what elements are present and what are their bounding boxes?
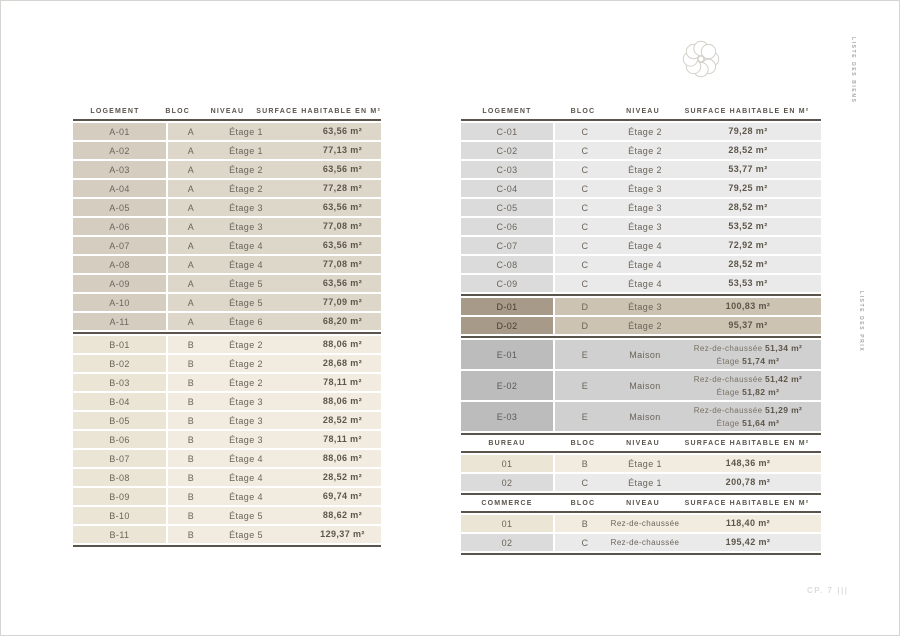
row-body [555,402,821,431]
table-row [461,275,821,292]
surface-cell: 53,52 m² [728,221,768,231]
bloc-cell: C [581,537,589,548]
niveau-cell: Étage 4 [229,259,263,270]
logement-cell: E-02 [461,371,553,400]
niveau-cell: Étage 4 [628,259,662,270]
bloc-cell: B [187,358,195,369]
table-row [73,218,381,235]
column-header: SURFACE HABITABLE EN M² [256,107,381,115]
logement-cell: B-01 [73,336,166,353]
surface-cell: Rez-de-chaussée 51,34 m² Étage 51,74 m² [693,342,803,366]
logement-cell: A-06 [73,218,166,235]
table-row [461,474,821,491]
niveau-cell: Maison [629,380,661,391]
table-row [73,275,381,292]
logement-cell: C-09 [461,275,553,292]
niveau-cell: Étage 5 [229,278,263,289]
logement-cell: C-06 [461,218,553,235]
bloc-cell: A [187,221,195,232]
table-row [461,142,821,159]
niveau-cell: Étage 2 [229,183,263,194]
logement-cell: 02 [461,474,553,491]
logement-cell: A-04 [73,180,166,197]
table-row [461,340,821,369]
bloc-cell: C [581,278,589,289]
niveau-cell: Étage 6 [229,316,263,327]
niveau-cell: Étage 4 [229,240,263,251]
row-body [168,374,381,391]
surface-cell: 28,52 m² [322,472,363,482]
surface-cell: Rez-de-chaussée 51,29 m² Étage 51,64 m² [693,404,803,428]
left-table [73,105,381,547]
logement-cell: C-02 [461,142,553,159]
table-row [461,402,821,431]
surface-cell: 63,56 m² [322,240,363,250]
surface-cell: 195,42 m² [725,537,771,547]
bloc-cell: A [187,297,195,308]
divider [461,451,821,453]
niveau-cell: Étage 4 [229,472,263,483]
divider [461,553,821,555]
bloc-cell: B [187,377,195,388]
table-row [73,488,381,505]
bloc-cell: C [581,202,589,213]
table-row [461,256,821,273]
table-row [461,317,821,334]
bloc-cell: C [581,477,589,488]
niveau-cell: Étage 2 [628,145,662,156]
row-body [555,256,821,273]
bloc-cell: B [187,491,195,502]
row-body [168,431,381,448]
table-row [461,455,821,472]
bloc-cell: E [581,380,589,391]
logement-cell: B-06 [73,431,166,448]
logement-cell: A-10 [73,294,166,311]
niveau-cell: Étage 2 [628,126,662,137]
column-header: SURFACE HABITABLE EN M² [684,499,810,507]
row-body [168,199,381,216]
logement-cell: C-03 [461,161,553,178]
logement-cell: A-08 [73,256,166,273]
row-body [168,142,381,159]
bloc-cell: B [187,510,195,521]
table-row [73,469,381,486]
row-body [555,142,821,159]
column-header: LOGEMENT [482,107,532,115]
surface-cell: 88,62 m² [322,510,363,520]
table-row [461,180,821,197]
surface-cell: 95,37 m² [728,320,768,330]
column-header: BLOC [570,499,596,507]
row-body [555,340,821,369]
surface-cell: 88,06 m² [322,453,363,463]
column-header: NIVEAU [626,107,660,115]
divider [73,332,381,334]
niveau-cell: Étage 4 [229,491,263,502]
divider [461,511,821,513]
niveau-cell: Étage 1 [628,458,662,469]
row-body [168,294,381,311]
logement-cell: 01 [461,515,553,532]
row-body [555,275,821,292]
footer-mark: CP. 7 ||| [807,586,849,595]
header-row [461,497,821,509]
bloc-cell: D [581,301,589,312]
row-body [555,371,821,400]
table-row [73,180,381,197]
logement-cell: D-02 [461,317,553,334]
niveau-cell: Étage 2 [628,320,662,331]
logement-cell: D-01 [461,298,553,315]
logement-cell: 01 [461,455,553,472]
divider [461,433,821,435]
logement-cell: A-07 [73,237,166,254]
table-row [73,393,381,410]
divider [461,336,821,338]
bloc-cell: A [187,145,195,156]
niveau-cell: Rez-de-chaussée [610,519,680,528]
row-body [168,355,381,372]
bloc-cell: B [187,453,195,464]
surface-cell: 72,92 m² [728,240,768,250]
surface-cell: 77,08 m² [322,221,363,231]
niveau-cell: Étage 5 [229,510,263,521]
bloc-cell: B [581,518,589,529]
row-body [168,469,381,486]
table-row [461,161,821,178]
logement-cell: B-04 [73,393,166,410]
row-body [168,507,381,524]
table-row [461,534,821,551]
column-header: BLOC [570,439,596,447]
niveau-cell: Rez-de-chaussée [610,538,680,547]
bloc-cell: B [187,396,195,407]
logement-cell: B-08 [73,469,166,486]
divider [461,294,821,296]
column-header: BLOC [570,107,596,115]
column-header: COMMERCE [481,499,533,507]
surface-cell: 88,06 m² [322,396,363,406]
table-row [73,237,381,254]
bloc-cell: B [187,529,195,540]
niveau-cell: Étage 4 [628,278,662,289]
logement-cell: C-04 [461,180,553,197]
surface-cell: 88,06 m² [322,339,363,349]
table-row [73,526,381,543]
logement-cell: B-10 [73,507,166,524]
surface-cell: 63,56 m² [322,202,363,212]
surface-cell: 78,11 m² [323,434,362,444]
logement-cell: B-02 [73,355,166,372]
column-header: LOGEMENT [90,107,140,115]
bloc-cell: E [581,349,589,360]
niveau-cell: Étage 2 [628,164,662,175]
niveau-cell: Étage 2 [229,358,263,369]
surface-cell: 129,37 m² [320,529,365,539]
bloc-cell: B [187,472,195,483]
row-body [168,161,381,178]
divider [73,119,381,121]
bloc-cell: A [187,202,195,213]
table-row [461,123,821,140]
row-body [555,123,821,140]
divider [73,545,381,547]
row-body [168,275,381,292]
surface-cell: 77,13 m² [322,145,363,155]
logement-cell: A-05 [73,199,166,216]
niveau-cell: Étage 3 [229,434,263,445]
surface-cell: 28,52 m² [728,145,768,155]
surface-cell: 100,83 m² [725,301,771,311]
table-section [73,105,381,547]
bloc-cell: C [581,221,589,232]
row-body [555,515,821,532]
table-row [73,431,381,448]
table-row [73,412,381,429]
niveau-cell: Maison [629,411,661,422]
niveau-cell: Étage 3 [229,202,263,213]
logement-cell: A-09 [73,275,166,292]
niveau-cell: Étage 5 [229,529,263,540]
logement-cell: A-11 [73,313,166,330]
bloc-cell: A [187,240,195,251]
row-body [555,534,821,551]
table-section [461,105,821,435]
column-header: NIVEAU [210,107,245,115]
bloc-cell: C [581,183,589,194]
surface-cell: 78,11 m² [323,377,362,387]
surface-cell: 28,52 m² [728,202,768,212]
row-body [168,450,381,467]
divider [461,493,821,495]
table-row [73,507,381,524]
column-header: SURFACE HABITABLE EN M² [684,439,810,447]
bloc-cell: B [187,434,195,445]
table-row [461,199,821,216]
row-body [168,180,381,197]
logement-cell: E-03 [461,402,553,431]
row-body [168,237,381,254]
bloc-cell: A [187,316,195,327]
surface-cell: 79,28 m² [728,126,768,136]
bloc-cell: A [187,259,195,270]
row-body [168,123,381,140]
surface-cell: 63,56 m² [322,126,363,136]
row-body [555,199,821,216]
column-header: BLOC [165,107,191,115]
row-body [555,161,821,178]
column-header: BUREAU [488,439,526,447]
niveau-cell: Maison [629,349,661,360]
row-body [555,455,821,472]
surface-cell: 63,56 m² [322,164,363,174]
niveau-cell: Étage 2 [229,164,263,175]
logement-cell: E-01 [461,340,553,369]
table-row [461,298,821,315]
row-body [168,393,381,410]
table-row [73,294,381,311]
row-body [168,218,381,235]
table-row [73,161,381,178]
table-row [73,123,381,140]
row-body [555,237,821,254]
niveau-cell: Étage 3 [229,396,263,407]
bloc-cell: A [187,278,195,289]
header-row [461,437,821,449]
logement-cell: A-02 [73,142,166,159]
floral-rosette-icon [678,36,724,82]
surface-cell: 28,52 m² [728,259,768,269]
surface-cell: 77,09 m² [322,297,363,307]
row-body [555,317,821,334]
niveau-cell: Étage 3 [628,301,662,312]
bloc-cell: E [581,411,589,422]
surface-cell: 69,74 m² [322,491,363,501]
bloc-cell: C [581,164,589,175]
logement-cell: B-07 [73,450,166,467]
column-header: NIVEAU [626,439,660,447]
logement-cell: B-05 [73,412,166,429]
header-row [461,105,821,117]
column-header: NIVEAU [626,499,660,507]
niveau-cell: Étage 3 [628,221,662,232]
niveau-cell: Étage 1 [229,126,263,137]
bloc-cell: B [581,458,589,469]
logement-cell: B-09 [73,488,166,505]
surface-cell: 77,28 m² [322,183,363,193]
logement-cell: B-03 [73,374,166,391]
niveau-cell: Étage 1 [628,477,662,488]
table-row [73,142,381,159]
row-body [168,526,381,543]
table-row [73,450,381,467]
bloc-cell: B [187,415,195,426]
logement-cell: C-07 [461,237,553,254]
table-row [73,313,381,330]
table-row [461,218,821,235]
side-label-middle: LISTE DES PRIX [858,291,864,353]
niveau-cell: Étage 1 [229,145,263,156]
logement-cell: C-08 [461,256,553,273]
bloc-cell: D [581,320,589,331]
logement-cell: 02 [461,534,553,551]
surface-cell: 28,68 m² [322,358,363,368]
table-row [461,371,821,400]
bloc-cell: C [581,145,589,156]
header-row [73,105,381,117]
table-section [461,497,821,555]
niveau-cell: Étage 2 [229,339,263,350]
row-body [555,298,821,315]
niveau-cell: Étage 3 [628,183,662,194]
bloc-cell: C [581,240,589,251]
logement-cell: C-05 [461,199,553,216]
logement-cell: A-03 [73,161,166,178]
row-body [168,336,381,353]
bloc-cell: C [581,126,589,137]
row-body [168,412,381,429]
surface-cell: 53,77 m² [728,164,768,174]
surface-cell: 53,53 m² [728,278,768,288]
surface-cell: 200,78 m² [725,477,771,487]
logement-cell: A-01 [73,123,166,140]
surface-cell: 148,36 m² [725,458,771,468]
table-row [73,374,381,391]
right-table [461,105,821,555]
row-body [555,218,821,235]
surface-cell: 63,56 m² [322,278,363,288]
surface-cell: 28,52 m² [322,415,363,425]
row-body [555,180,821,197]
table-row [73,336,381,353]
bloc-cell: A [187,164,195,175]
row-body [168,488,381,505]
niveau-cell: Étage 4 [628,240,662,251]
logement-cell: C-01 [461,123,553,140]
surface-cell: 77,08 m² [322,259,363,269]
column-header: SURFACE HABITABLE EN M² [684,107,810,115]
niveau-cell: Étage 3 [229,415,263,426]
surface-cell: 118,40 m² [725,518,771,528]
table-row [73,355,381,372]
table-row [73,199,381,216]
niveau-cell: Étage 2 [229,377,263,388]
niveau-cell: Étage 3 [628,202,662,213]
row-body [168,256,381,273]
niveau-cell: Étage 5 [229,297,263,308]
table-row [461,237,821,254]
bloc-cell: A [187,126,195,137]
table-section [461,437,821,495]
niveau-cell: Étage 4 [229,453,263,464]
row-body [168,313,381,330]
logement-cell: B-11 [73,526,166,543]
side-label-top: LISTE DES BIENS [850,37,856,104]
table-row [73,256,381,273]
bloc-cell: A [187,183,195,194]
bloc-cell: C [581,259,589,270]
surface-cell: Rez-de-chaussée 51,42 m² Étage 51,82 m² [693,373,803,397]
surface-cell: 68,20 m² [322,316,363,326]
niveau-cell: Étage 3 [229,221,263,232]
bloc-cell: B [187,339,195,350]
table-row [461,515,821,532]
surface-cell: 79,25 m² [728,183,768,193]
row-body [555,474,821,491]
divider [461,119,821,121]
